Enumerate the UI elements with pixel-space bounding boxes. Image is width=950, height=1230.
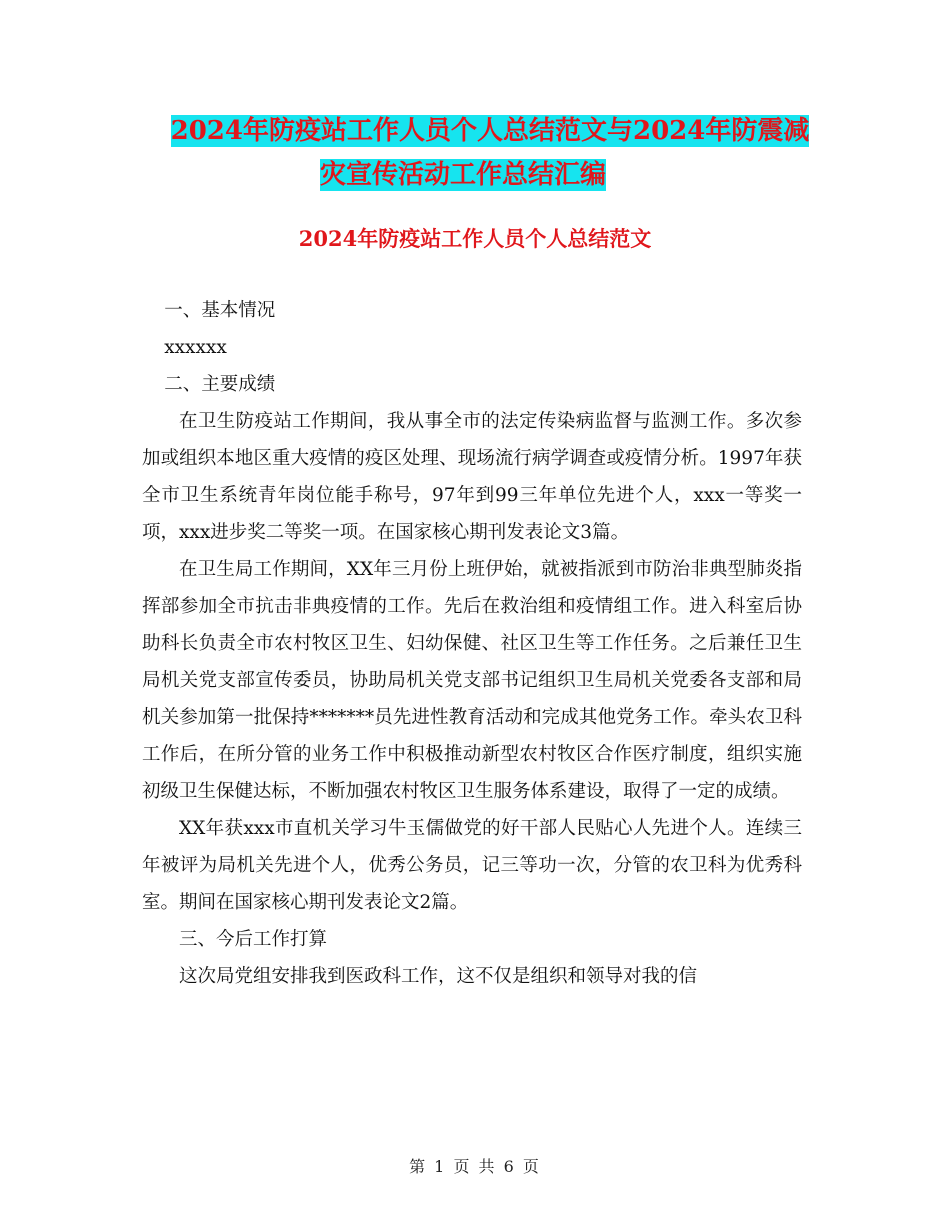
heading-future-plans: 三、今后工作打算 [179, 929, 328, 950]
heading-basic-info: 一、基本情况 [164, 300, 276, 321]
document-title-line-1 [140, 114, 840, 148]
heading-main-achievements: 二、主要成绩 [164, 374, 276, 395]
section-title: 2024年防疫站工作人员个人总结范文 [298, 226, 652, 251]
document-title-line-2 [320, 158, 606, 192]
document-body [142, 292, 802, 995]
title-highlight: 2024年防疫站工作人员个人总结范文与2024年防震减 [170, 116, 810, 146]
paragraph-health-bureau: 在卫生局工作期间，XX年三月份上班伊始，就被指派到市防治非典型肺炎指挥部参加全市抗击非典疫情的工作。先后在救治组和疫情组工作。进入科室后协助科长负责全市农村牧区卫生、妇幼保健、社区卫生等工作任务。之后兼任卫生局机关党支部宣传委员，协助局机关党支部书记组织卫生局机关党委各支部和局机关参加第一批保持*******员先进性教育活动和完成其他党务工作。牵头农卫科工作后，在所分管的业务工作中积极推动新型农村牧区合作医疗制度，组织实施初级卫生保健达标，不断加强农村牧区卫生服务体系建设，取得了一定的成绩。 [142, 559, 802, 802]
page-number-footer: 第 1 页 共 6 页 [409, 1157, 541, 1176]
paragraph-awards: XX年获xxx市直机关学习牛玉儒做党的好干部人民贴心人先进个人。连续三年被评为局机关先进个人，优秀公务员，记三等功一次，分管的农卫科为优秀科室。期间在国家核心期刊发表论文2篇。 [142, 818, 802, 913]
title-highlight: 灾宣传活动工作总结汇编 [320, 160, 607, 190]
paragraph-epidemic-station: 在卫生防疫站工作期间，我从事全市的法定传染病监督与监测工作。多次参加或组织本地区重大疫情的疫区处理、现场流行病学调查或疫情分析。1997年获全市卫生系统青年岗位能手称号，97年到99三年单位先进个人，xxx一等奖一项，xxx进步奖二等奖一项。在国家核心期刊发表论文3篇。 [142, 411, 802, 543]
paragraph-future: 这次局党组安排我到医政科工作，这不仅是组织和领导对我的信 [179, 966, 698, 987]
paragraph-placeholder: xxxxxx [164, 337, 227, 358]
